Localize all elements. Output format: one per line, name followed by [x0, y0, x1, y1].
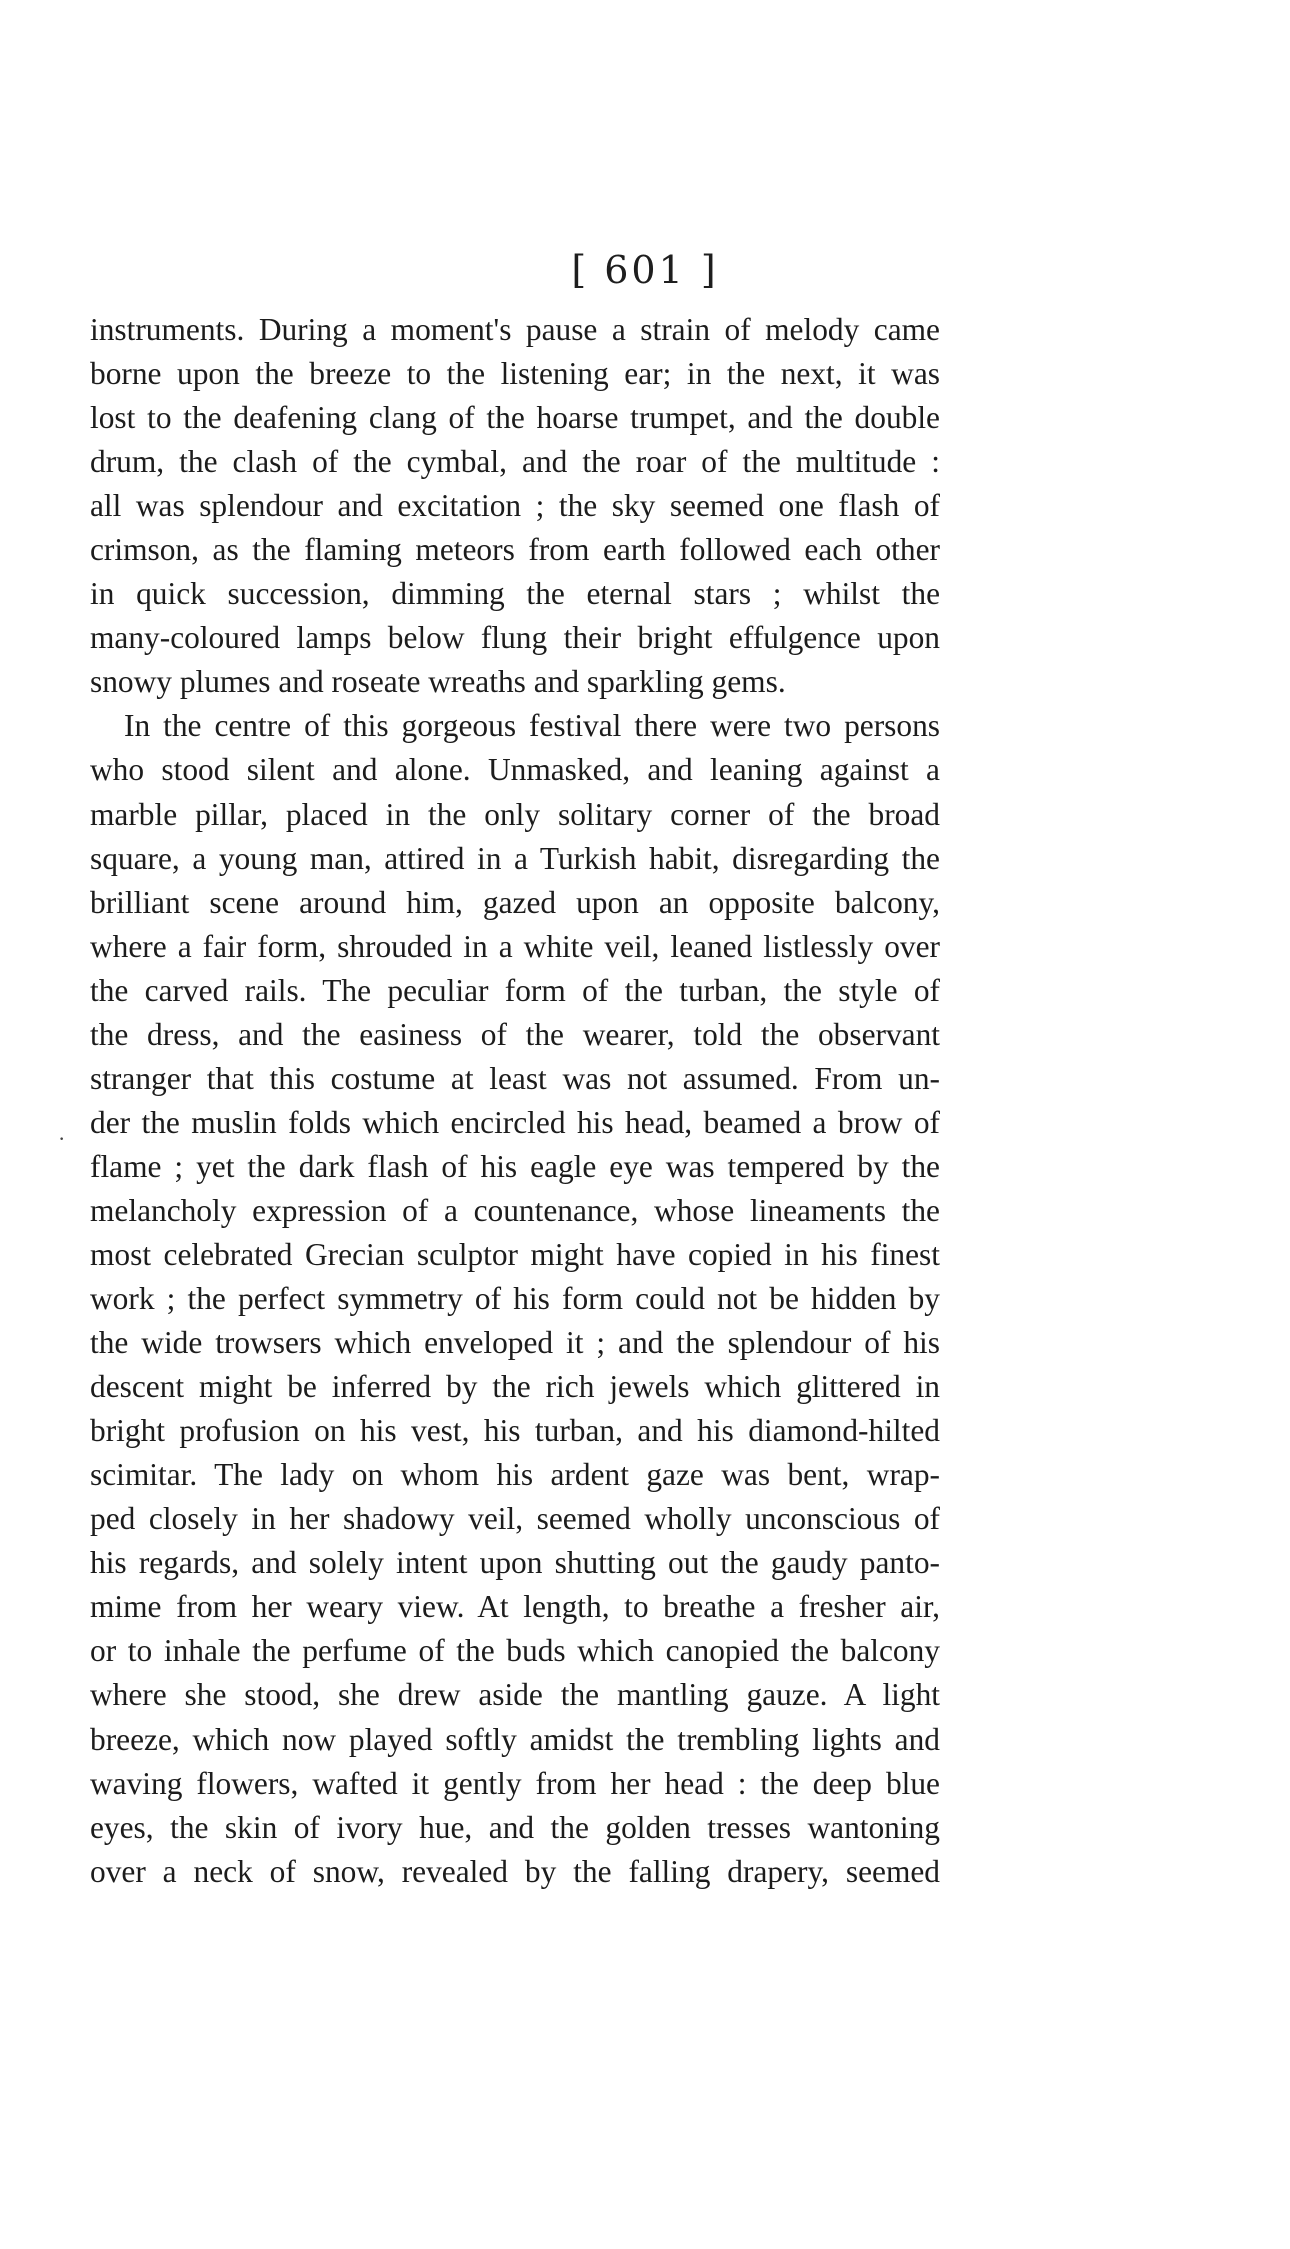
paragraph-start-line: In the centre of this gorgeous festival there were two persons [124, 708, 940, 744]
text-line: eyes, the skin of ivory hue, and the golden tresses wantoning [90, 1809, 940, 1845]
body-text [90, 308, 940, 1894]
text-line: ped closely in her shadowy veil, seemed wholly unconscious of [90, 1501, 940, 1537]
text-line: most celebrated Grecian sculptor might have copied in his finest [90, 1236, 940, 1272]
page-number: [ 601 ] [571, 248, 719, 292]
text-line: lost to the deafening clang of the hoarse trumpet, and the double [90, 400, 940, 436]
text-line: mime from her weary view. At length, to breathe a fresher air, [90, 1589, 940, 1625]
paragraph-end-line: snowy plumes and roseate wreaths and sparkling gems. [90, 664, 786, 700]
text-line: descent might be inferred by the rich jewels which glittered in [90, 1369, 940, 1405]
text-line: crimson, as the flaming meteors from earth followed each other [90, 532, 940, 568]
text-line: the carved rails. The peculiar form of the turban, the style of [90, 972, 940, 1008]
text-line: bright profusion on his vest, his turban, and his diamond-hilted [90, 1413, 940, 1449]
text-line: his regards, and solely intent upon shutting out the gaudy panto- [90, 1545, 940, 1581]
margin-mark: · [58, 1126, 66, 1151]
text-line: stranger that this costume at least was not assumed. From un- [90, 1060, 940, 1096]
text-line: where a fair form, shrouded in a white veil, leaned listlessly over [90, 928, 940, 964]
text-line: drum, the clash of the cymbal, and the roar of the multitude : [90, 444, 940, 480]
text-line: brilliant scene around him, gazed upon an opposite balcony, [90, 884, 940, 920]
text-line: breeze, which now played softly amidst the trembling lights and [90, 1721, 940, 1757]
text-line: the dress, and the easiness of the wearer, told the observant [90, 1016, 940, 1052]
text-line: or to inhale the perfume of the buds which canopied the balcony [90, 1633, 940, 1669]
text-line: waving flowers, wafted it gently from her head : the deep blue [90, 1765, 940, 1801]
text-line: scimitar. The lady on whom his ardent gaze was bent, wrap- [90, 1457, 940, 1493]
text-line: in quick succession, dimming the eternal stars ; whilst the [90, 576, 940, 612]
text-line: the wide trowsers which enveloped it ; and the splendour of his [90, 1325, 940, 1361]
text-line: melancholy expression of a countenance, whose lineaments the [90, 1192, 940, 1228]
text-line: over a neck of snow, revealed by the falling drapery, seemed [90, 1853, 940, 1889]
text-line: all was splendour and excitation ; the sky seemed one flash of [90, 488, 940, 524]
text-line: borne upon the breeze to the listening ear; in the next, it was [90, 356, 940, 392]
text-line: who stood silent and alone. Unmasked, and leaning against a [90, 752, 940, 788]
text-line: where she stood, she drew aside the mantling gauze. A light [90, 1677, 940, 1713]
text-line: many-coloured lamps below flung their bright effulgence upon [90, 620, 940, 656]
text-line: flame ; yet the dark flash of his eagle eye was tempered by the [90, 1148, 940, 1184]
text-line: work ; the perfect symmetry of his form could not be hidden by [90, 1281, 940, 1317]
text-line: square, a young man, attired in a Turkish habit, disregarding the [90, 840, 940, 876]
text-line: instruments. During a moment's pause a strain of melody came [90, 312, 940, 347]
text-line: marble pillar, placed in the only solitary corner of the broad [90, 796, 940, 832]
text-line: der the muslin folds which encircled his head, beamed a brow of [90, 1104, 940, 1140]
